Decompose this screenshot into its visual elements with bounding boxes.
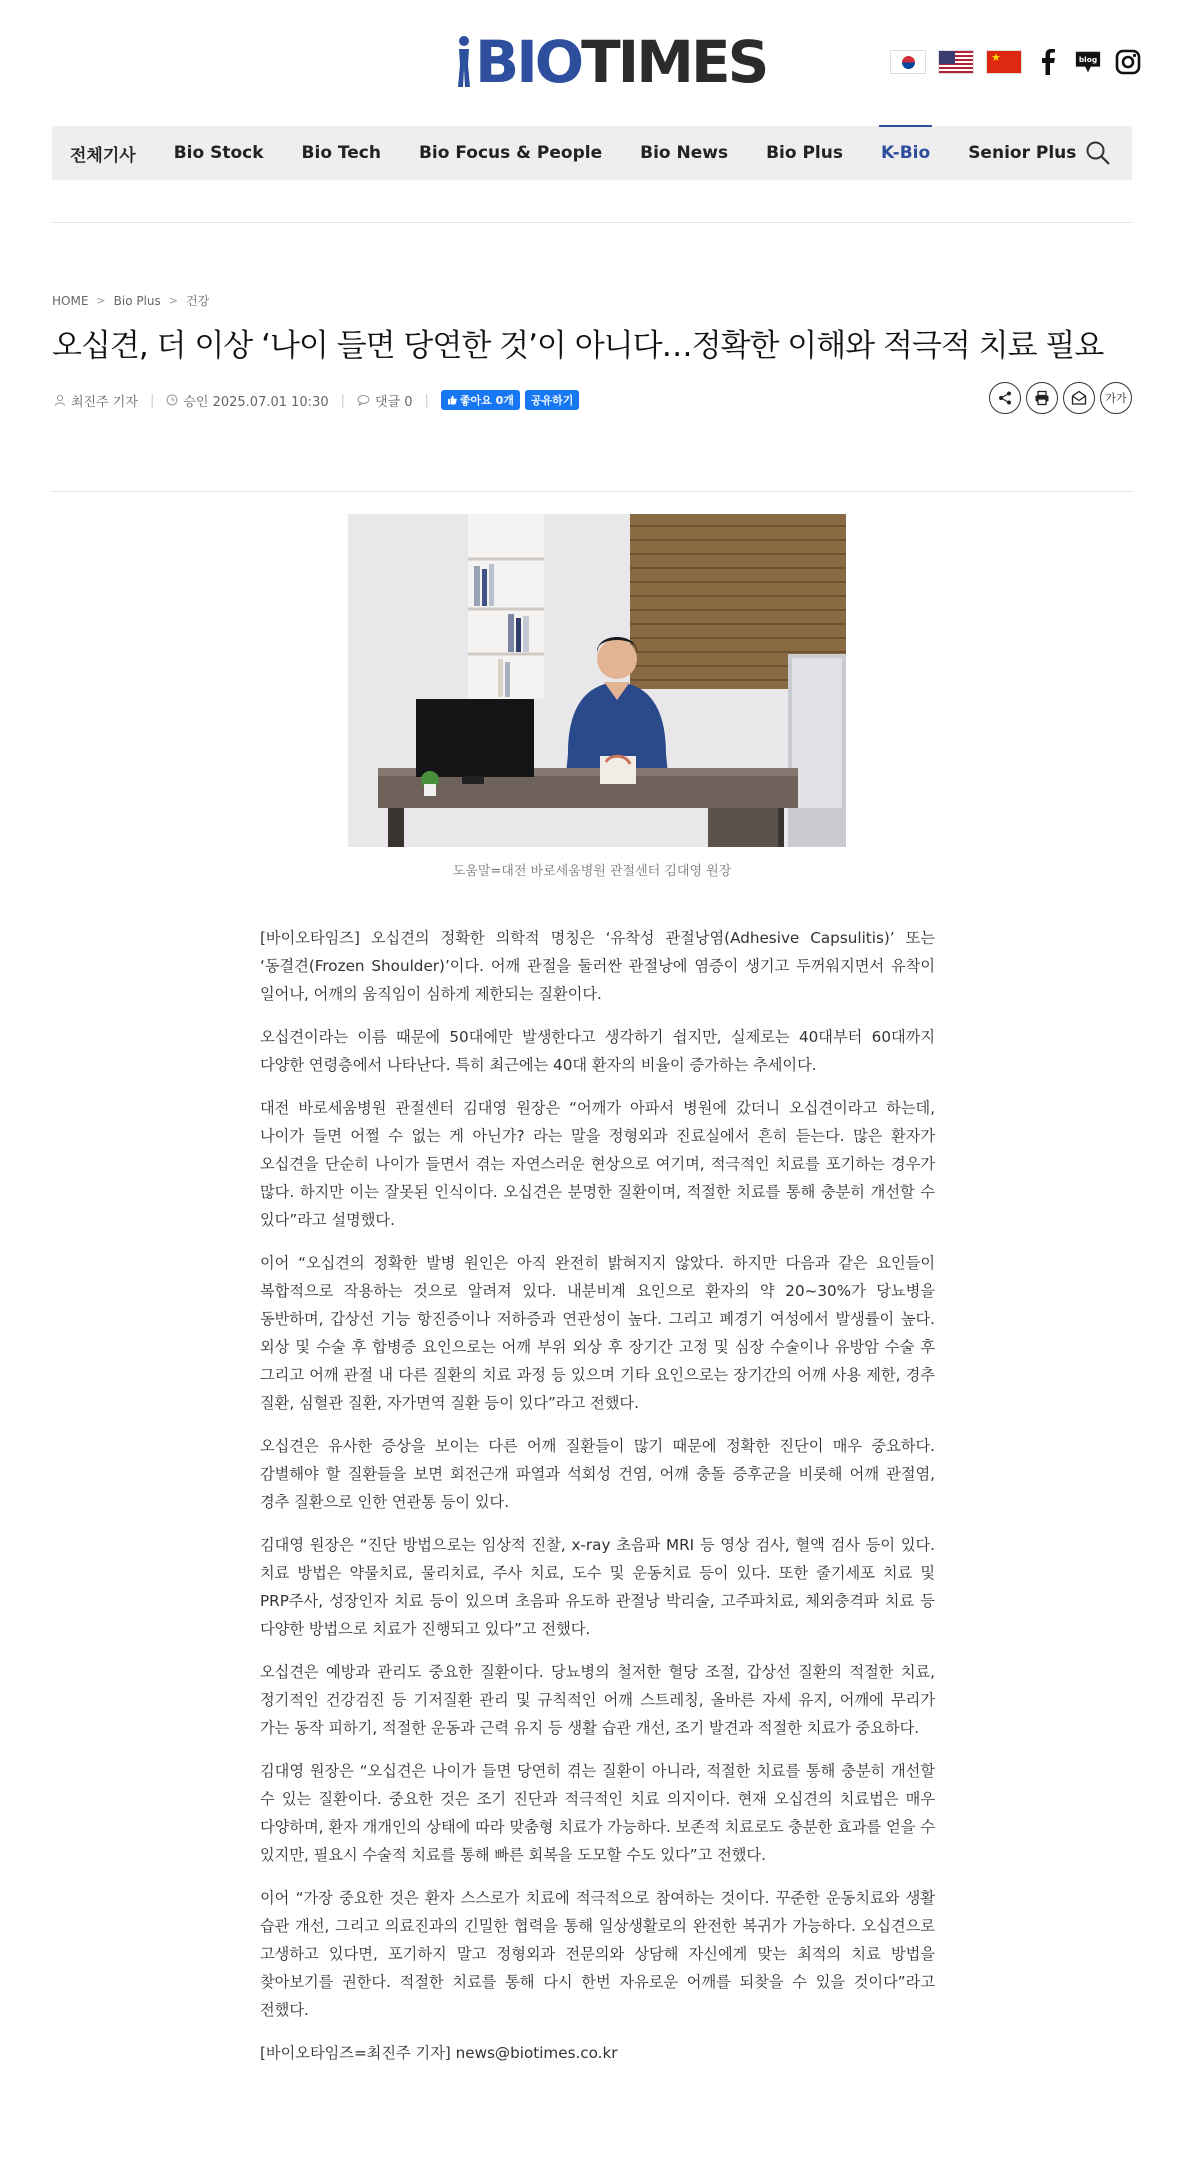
- nav-item-bio-plus[interactable]: Bio Plus: [766, 143, 843, 163]
- font-size-button[interactable]: 가가: [1100, 382, 1132, 414]
- article-paragraph: 오십견이라는 이름 때문에 50대에만 발생한다고 생각하기 쉽지만, 실제로는 40대부터 60대까지 다양한 연령층에서 나타난다. 특히 최근에는 40대 환자의 비율이 증가하는 추세이다.: [260, 1028, 935, 1074]
- print-icon[interactable]: [1026, 382, 1058, 414]
- main-nav: [52, 126, 1132, 180]
- article-paragraph: 김대영 원장은 “진단 방법으로는 임상적 진찰, x-ray 초음파 MRI 등 영상 검사, 혈액 검사 등이 있다. 치료 방법은 약물치료, 물리치료, 주사 치료, 도수 및 운동치료 등이 있다. 또한 줄기세포 치료 및 PRP주사, 성장인자 치료 등이 있으며 초음파 유도하 관절낭 박리술, 고주파치료, 체외충격파 치료 등 다양한 방법으로 치료가 진행되고 있다”고 전했다.: [260, 1536, 935, 1638]
- china-flag-icon[interactable]: [986, 50, 1022, 74]
- instagram-icon[interactable]: [1114, 48, 1142, 76]
- article-paragraph: 오십견은 유사한 증상을 보이는 다른 어깨 질환들이 많기 때문에 정확한 진단이 매우 중요하다. 감별해야 할 질환들을 보면 회전근개 파열과 석회성 건염, 어깨 충돌 증후군을 비롯해 어깨 관절염, 경추 질환으로 인한 연관통 등이 있다.: [260, 1437, 935, 1511]
- nav-item-bio-news[interactable]: Bio News: [640, 143, 729, 163]
- photo-caption: 도움말=대전 바로세움병원 관절센터 김대영 원장: [452, 864, 732, 879]
- comment-count[interactable]: 댓글 0: [375, 394, 413, 410]
- approved-time: 승인 2025.07.01 10:30: [183, 394, 329, 410]
- facebook-like-button[interactable]: [441, 390, 520, 410]
- logo-figure-icon: [455, 35, 473, 89]
- site-logo[interactable]: [455, 30, 766, 94]
- logo-times-text: TIMES: [581, 28, 767, 96]
- article-body: [260, 924, 935, 2082]
- article-title: 오십견, 더 이상 ‘나이 들면 당연한 것’이 아니다…정확한 이해와 적극적 치료 필요: [52, 328, 1104, 364]
- meta-divider: |: [149, 392, 155, 408]
- breadcrumb-health[interactable]: 건강: [186, 294, 210, 308]
- logo-bio-text: BIO: [475, 28, 582, 96]
- author-name[interactable]: 최진주 기자: [71, 394, 138, 410]
- article-byline: [바이오타임즈=최진주 기자] news@biotimes.co.kr: [260, 2044, 618, 2062]
- thumbs-up-icon: [447, 395, 457, 405]
- breadcrumb: [52, 292, 209, 309]
- meta-divider: |: [340, 392, 345, 408]
- article-paragraph: 이어 “오십견의 정확한 발병 원인은 아직 완전히 밝혀지지 않았다. 하지만 다음과 같은 요인들이 복합적으로 작용하는 것으로 알려져 있다. 내분비계 요인으로 환자의 약 20~30%가 당뇨병을 동반하며, 갑상선 기능 항진증이나 저하증과 연관성이 높다. 그리고 폐경기 여성에서 발생률이 높다. 외상 및 수술 후 합병증 요인으로는 어깨 부위 외상 후 장기간 고정 및 심장 수술이나 유방암 수술 후 그리고 어깨 관절 내 다른 질환의 치료 과정 등 있으며 기타 요인으로는 장기간의 어깨 사용 제한, 경추 질환, 심혈관 질환, 자가면역 질환 등이 있다”라고 전했다.: [260, 1254, 935, 1412]
- facebook-like-label: 좋아요 0개: [459, 394, 514, 407]
- email-icon[interactable]: [1063, 382, 1095, 414]
- facebook-share-button[interactable]: 공유하기: [525, 390, 580, 410]
- article-head-divider: [52, 491, 1132, 492]
- header-divider: [52, 222, 1132, 223]
- svg-text:blog: blog: [1078, 55, 1098, 64]
- breadcrumb-home[interactable]: HOME: [52, 293, 89, 308]
- search-icon[interactable]: [1084, 139, 1112, 167]
- chevron-right-icon: >: [168, 294, 178, 307]
- facebook-icon[interactable]: [1034, 48, 1062, 76]
- article-meta: [54, 390, 579, 410]
- article-paragraph: [바이오타임즈] 오십견의 정확한 의학적 명칭은 ‘유착성 관절낭염(Adhesive Capsulitis)’ 또는 ‘동결견(Frozen Shoulder)’이다. 어깨 관절을 둘러싼 관절낭에 염증이 생기고 두꺼워지면서 유착이 일어나, 어깨의 움직임이 심하게 제한되는 질환이다.: [260, 929, 935, 1003]
- approved-info: [166, 391, 328, 410]
- blog-icon[interactable]: [1074, 48, 1102, 76]
- article-paragraph: 오십견은 예방과 관리도 중요한 질환이다. 당뇨병의 철저한 혈당 조절, 갑상선 질환의 적절한 치료, 정기적인 건강검진 등 기저질환 관리 및 규칙적인 어깨 스트레칭, 올바른 자세 유지, 어깨에 무리가 가는 동작 피하기, 적절한 운동과 근력 유지 등 생활 습관 개선, 조기 발견과 적절한 치료가 중요하다.: [260, 1663, 935, 1737]
- meta-divider: |: [424, 392, 429, 408]
- share-icon[interactable]: [989, 382, 1021, 414]
- clock-icon: [166, 394, 178, 406]
- comment-info: [357, 391, 413, 410]
- user-icon: [54, 394, 66, 406]
- article-paragraph: 대전 바로세움병원 관절센터 김대영 원장은 “어깨가 아파서 병원에 갔더니 오십견이라고 하는데, 나이가 들면 어쩔 수 없는 게 아닌가? 라는 말을 정형외과 진료실에서 흔히 듣는다. 많은 환자가 오십견을 단순히 나이가 들면서 겪는 자연스러운 현상으로 여기며, 적극적인 치료를 포기하는 경우가 많다. 하지만 이는 잘못된 인식이다. 오십견은 분명한 질환이며, 적절한 치료를 통해 충분히 개선할 수 있다”라고 설명했다.: [260, 1099, 935, 1229]
- chevron-right-icon: >: [96, 294, 106, 307]
- article-photo: [348, 514, 846, 847]
- comment-icon: [357, 394, 370, 406]
- breadcrumb-bio-plus[interactable]: Bio Plus: [113, 293, 161, 308]
- us-flag-icon[interactable]: [938, 50, 974, 74]
- nav-item-bio-tech[interactable]: Bio Tech: [301, 143, 381, 163]
- nav-item-senior-plus[interactable]: Senior Plus: [968, 143, 1077, 163]
- author-info: [54, 391, 138, 410]
- site-header: [0, 0, 1184, 126]
- nav-item-bio-focus-people[interactable]: Bio Focus & People: [418, 143, 603, 163]
- article-paragraph: 김대영 원장은 “오십견은 나이가 들면 당연히 겪는 질환이 아니라, 적절한 치료를 통해 충분히 개선할 수 있는 질환이다. 중요한 것은 조기 진단과 적극적인 치료 의지이다. 현재 오십견의 치료법은 매우 다양하며, 환자 개개인의 상태에 따라 맞춤형 치료가 가능하다. 보존적 치료로도 충분한 효과를 얻을 수 있지만, 필요시 수술적 치료를 통해 빠른 회복을 도모할 수도 있다”고 전했다.: [260, 1762, 935, 1864]
- nav-item-bio-stock[interactable]: Bio Stock: [173, 143, 264, 163]
- nav-item-all-articles[interactable]: 전체기사: [70, 145, 136, 166]
- korean-flag-icon[interactable]: [890, 50, 926, 74]
- article-paragraph: 이어 “가장 중요한 것은 환자 스스로가 치료에 적극적으로 참여하는 것이다. 꾸준한 운동치료와 생활 습관 개선, 그리고 의료진과의 긴밀한 협력을 통해 일상생활로의 완전한 복귀가 가능하다. 오십견으로 고생하고 있다면, 포기하지 말고 정형외과 전문의와 상담해 자신에게 맞는 최적의 치료 방법을 찾아보기를 권한다. 적절한 치료를 통해 다시 한번 자유로운 어깨를 되찾을 수 있을 것이다”라고 전했다.: [260, 1889, 935, 2019]
- article-tools: [989, 382, 1132, 414]
- social-links: [890, 48, 1142, 76]
- nav-item-k-bio[interactable]: K-Bio: [881, 126, 930, 180]
